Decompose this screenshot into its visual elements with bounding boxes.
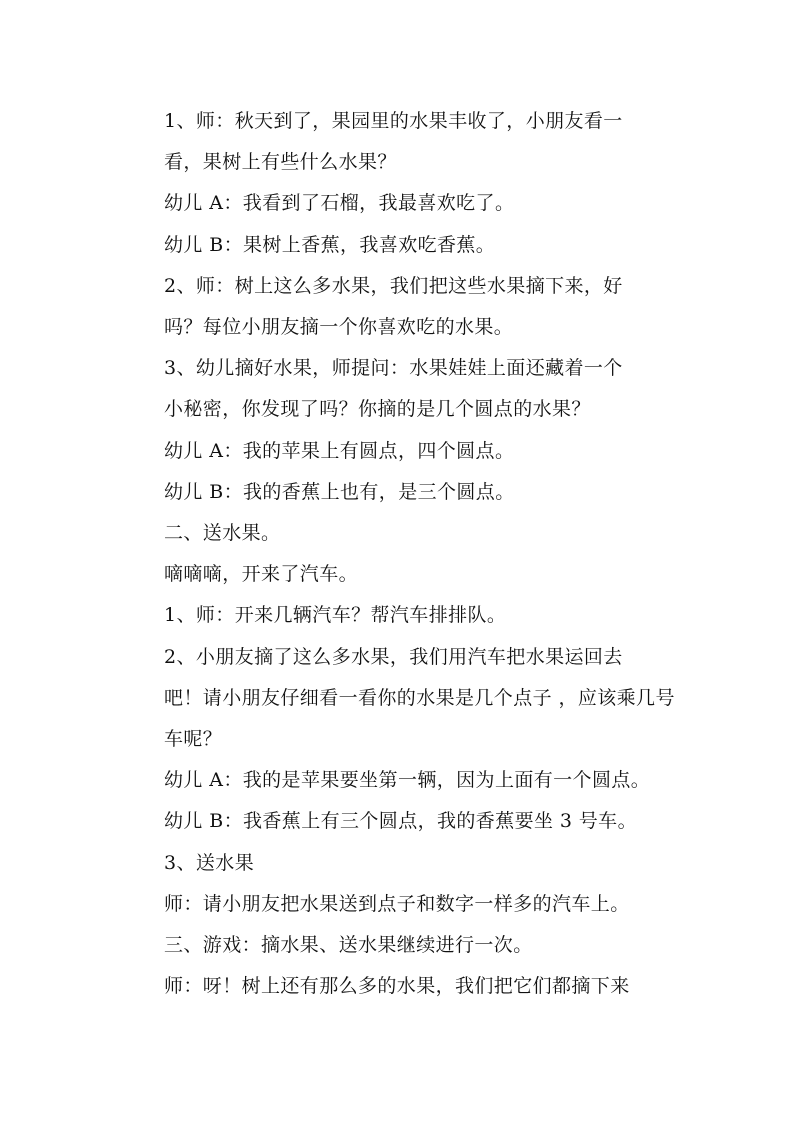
paragraph-child-b-answer-1 xyxy=(118,225,678,266)
text-line: 幼儿 B：我香蕉上有三个圆点，我的香蕉要坐 3 号车。 xyxy=(164,810,637,833)
text-line: 吧！请小朋友仔细看一看你的水果是几个点子 ，应该乘几号 xyxy=(164,686,675,709)
text-line: 2、小朋友摘了这么多水果，我们用汽车把水果运回去 xyxy=(164,645,623,668)
paragraph-step-deliver xyxy=(118,843,678,884)
text-line: 看，果树上有些什么水果？ xyxy=(164,151,397,174)
text-line: 吗？每位小朋友摘一个你喜欢吃的水果。 xyxy=(164,316,514,339)
text-line: 幼儿 B：我的香蕉上也有，是三个圆点。 xyxy=(164,480,515,503)
paragraph-child-b-answer-3 xyxy=(118,801,678,842)
paragraph-child-b-answer-2 xyxy=(118,472,678,513)
text-line: 三、游戏：摘水果、送水果继续进行一次。 xyxy=(164,934,533,957)
paragraph-teacher-cars xyxy=(118,595,678,636)
text-line: 二、送水果。 xyxy=(164,522,281,545)
text-line: 幼儿 A：我的苹果上有圆点，四个圆点。 xyxy=(164,439,515,462)
paragraph-transport-fruit xyxy=(118,637,678,761)
paragraph-child-a-answer-1 xyxy=(118,183,678,224)
text-line: 嘀嘀嘀，开来了汽车。 xyxy=(164,563,359,586)
text-line: 2、师：树上这么多水果，我们把这些水果摘下来，好 xyxy=(164,274,623,297)
section-heading-deliver-fruit xyxy=(118,513,678,554)
text-line: 小秘密，你发现了吗？你摘的是几个圆点的水果？ xyxy=(164,398,591,421)
text-line: 3、送水果 xyxy=(164,851,255,874)
paragraph-child-a-answer-3 xyxy=(118,760,678,801)
document-body xyxy=(118,101,678,1007)
text-line: 车呢？ xyxy=(164,728,223,751)
paragraph-teacher-question-2 xyxy=(118,266,678,348)
text-line: 3、幼儿摘好水果，师提问：水果娃娃上面还藏着一个 xyxy=(164,357,623,380)
section-heading-game xyxy=(118,925,678,966)
text-line: 幼儿 A：我的是苹果要坐第一辆，因为上面有一个圆点。 xyxy=(164,769,651,792)
text-line: 师：呀！树上还有那么多的水果，我们把它们都摘下来 xyxy=(164,975,630,998)
paragraph-teacher-question-1 xyxy=(118,101,678,183)
paragraph-teacher-instruction xyxy=(118,884,678,925)
text-line: 1、师：秋天到了，果园里的水果丰收了，小朋友看一 xyxy=(164,110,623,132)
paragraph-children-pick-fruit xyxy=(118,348,678,430)
text-line: 师：请小朋友把水果送到点子和数字一样多的汽车上。 xyxy=(164,892,630,915)
text-line: 幼儿 B：果树上香蕉，我喜欢吃香蕉。 xyxy=(164,233,496,256)
text-line: 1、师：开来几辆汽车？帮汽车排排队。 xyxy=(164,604,507,627)
text-line: 幼儿 A：我看到了石榴，我最喜欢吃了。 xyxy=(164,192,515,215)
paragraph-child-a-answer-2 xyxy=(118,431,678,472)
paragraph-car-arrives xyxy=(118,554,678,595)
paragraph-teacher-more-fruit xyxy=(118,966,678,1007)
